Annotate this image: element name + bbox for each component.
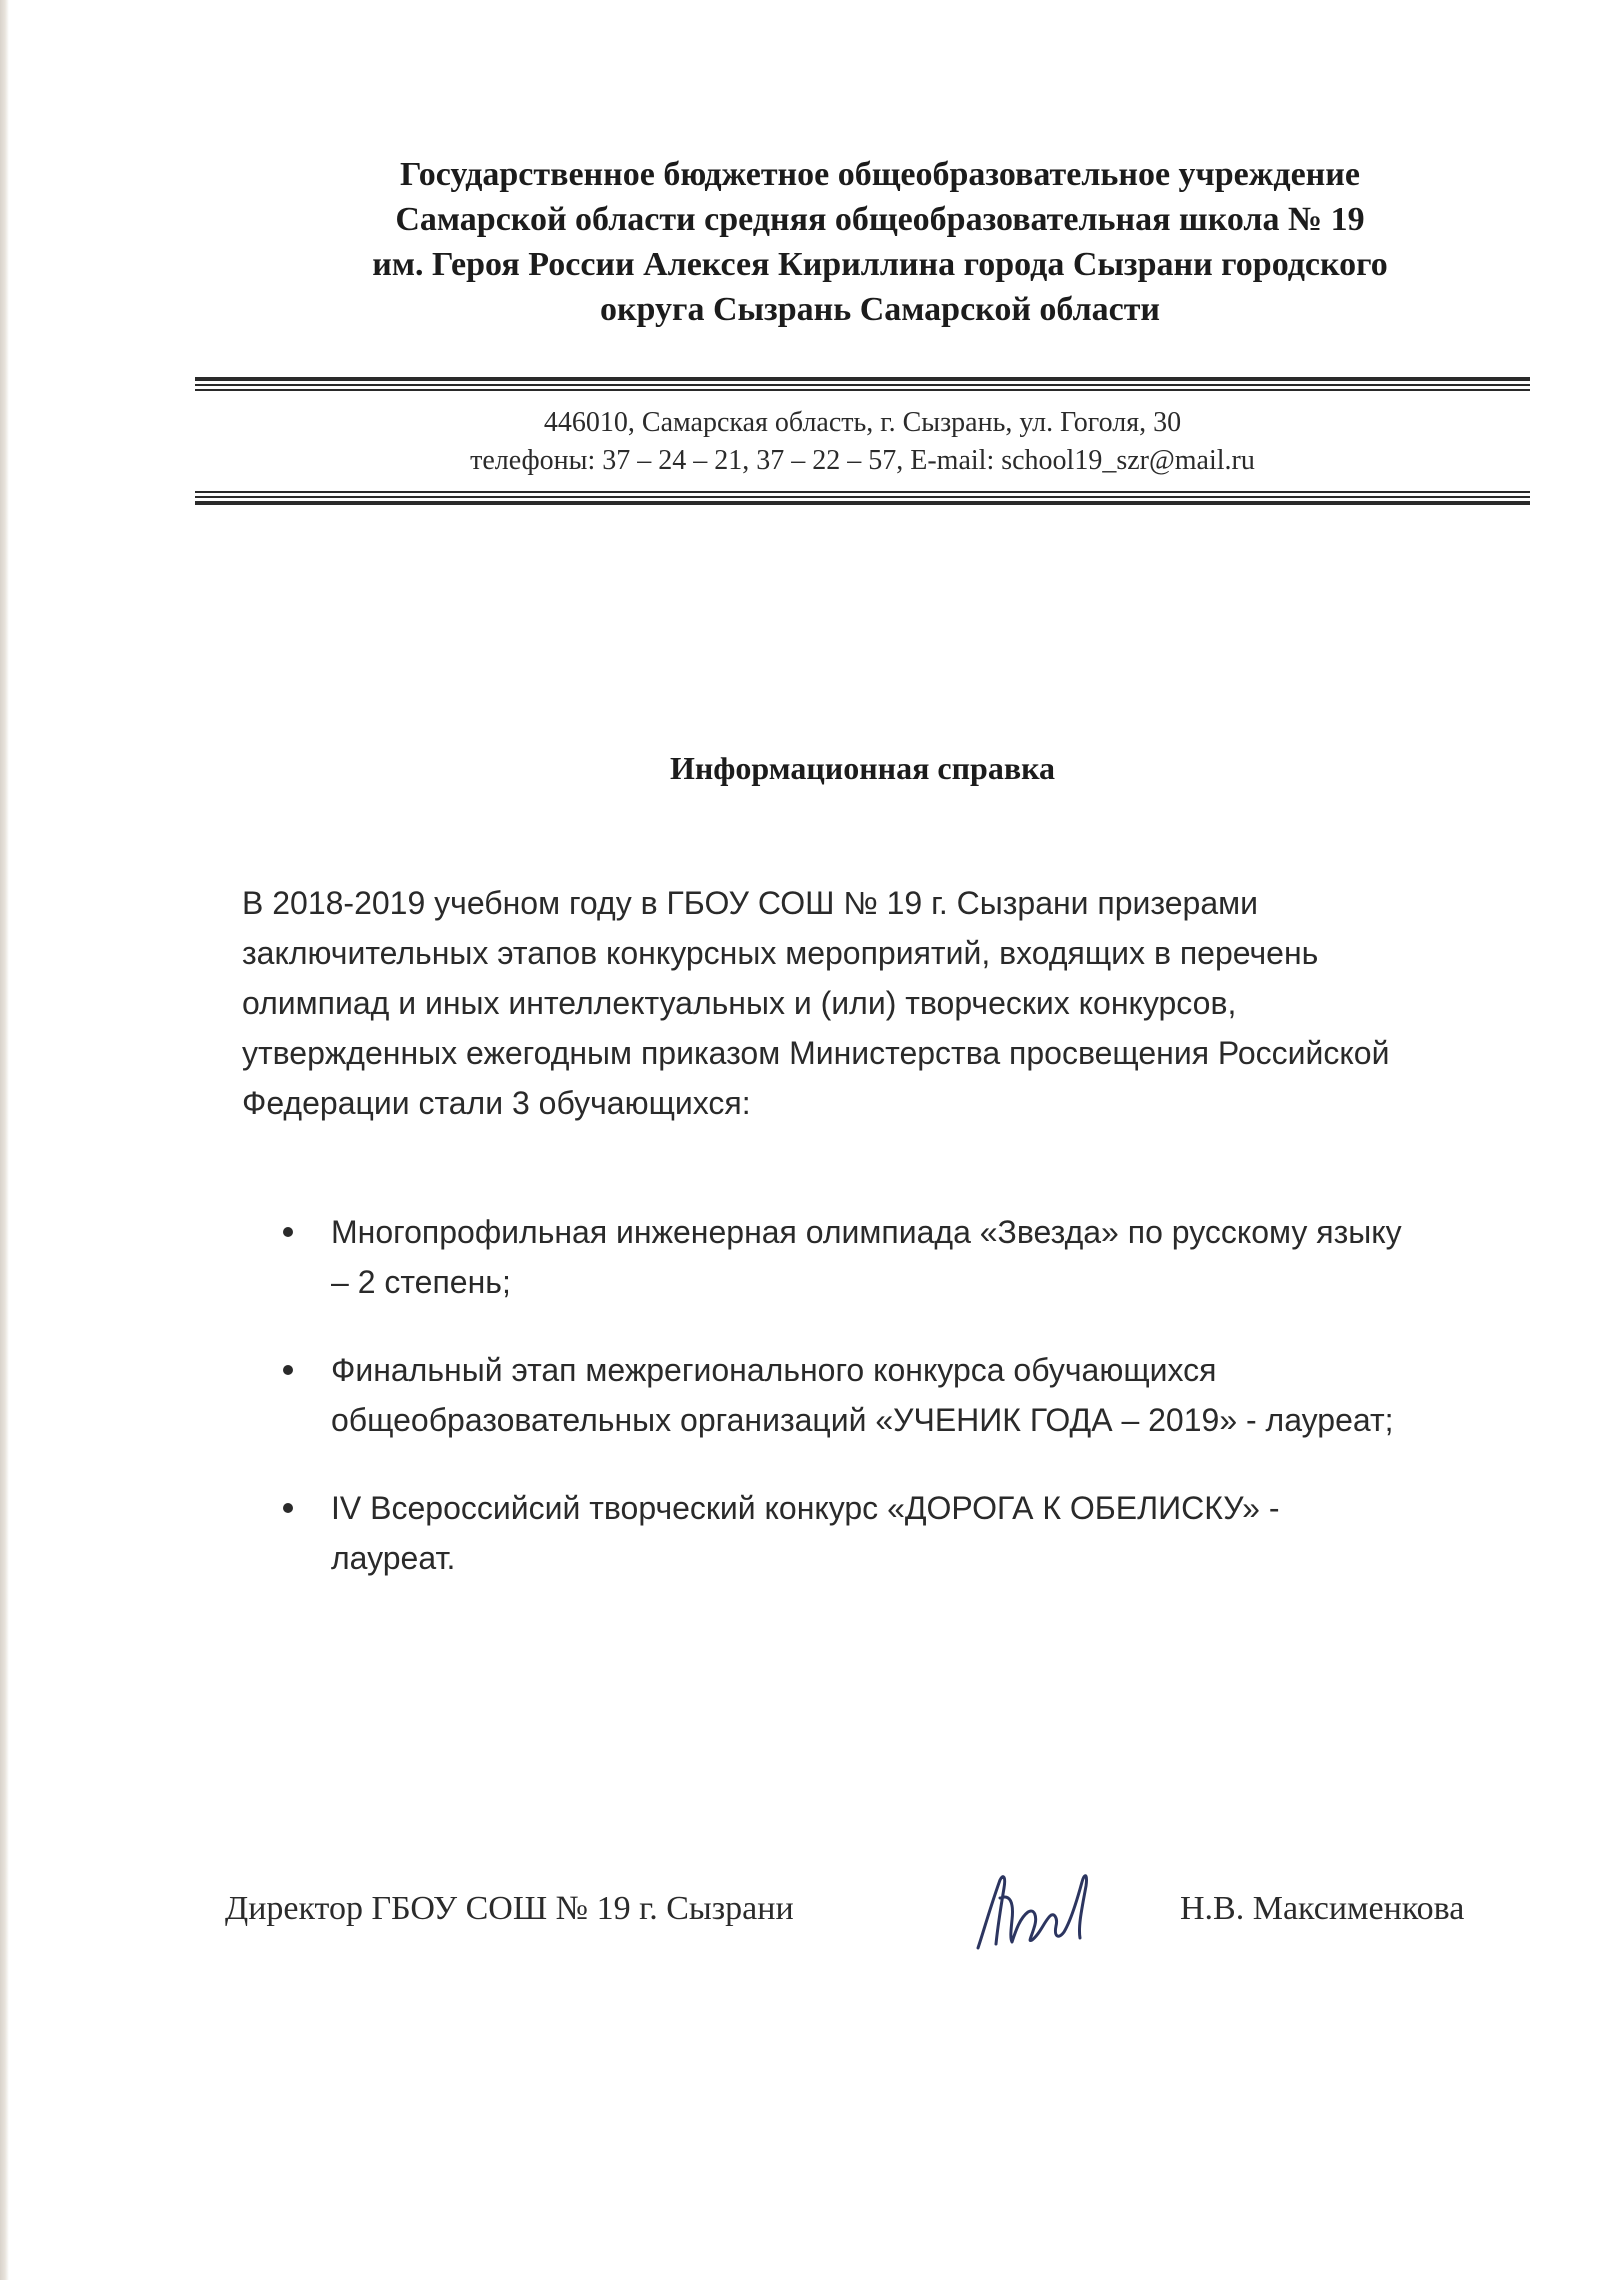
body-line-5: Федерации стали 3 обучающихся: [242,1085,751,1121]
header-divider-bottom [195,491,1530,508]
awards-list [283,1207,1523,1621]
award-item [283,1483,1523,1583]
body-paragraph [242,878,1532,1128]
award-text-line: лауреат. [331,1540,456,1576]
award-item [283,1207,1523,1307]
award-text-line: общеобразовательных организаций «УЧЕНИК ГОДА – 2019» - лауреат; [331,1402,1394,1438]
org-name-line-4: округа Сызрань Самарской области [599,291,1161,328]
bullet-icon [283,1365,293,1375]
award-text-line: – 2 степень; [331,1264,511,1300]
body-line-1: В 2018-2019 учебном году в ГБОУ СОШ № 19 г. Сызрани призерами [242,885,1258,921]
body-line-3: олимпиад и иных интеллектуальных и (или) творческих конкурсов, [242,985,1237,1021]
award-item [283,1345,1523,1445]
signature-block [225,1860,1535,1960]
org-name-line-2: Самарской области средняя общеобразовательная школа № 19 [395,201,1365,238]
bullet-icon [283,1227,293,1237]
signatory-name: Н.В. Максименкова [1180,1890,1465,1927]
org-name-line-1: Государственное бюджетное общеобразовательное учреждение [400,156,1360,193]
scanned-page-edge [0,0,9,2280]
postal-address: 446010, Самарская область, г. Сызрань, ул. Гоголя, 30 [543,407,1182,438]
bullet-icon [283,1503,293,1513]
award-text-line: Финальный этап межрегионального конкурса обучающихся [331,1352,1217,1388]
org-name-line-3: им. Героя России Алексея Кириллина города Сызрани городского [372,246,1388,283]
document-title: Информационная справка [669,750,1056,786]
header-divider-top [195,377,1530,394]
body-line-4: утвержденных ежегодным приказом Министерства просвещения Российской [242,1035,1390,1071]
award-text-line: Многопрофильная инженерная олимпиада «Звезда» по русскому языку [331,1214,1402,1250]
organization-header [200,152,1560,332]
body-line-2: заключительных этапов конкурсных мероприятий, входящих в перечень [242,935,1319,971]
signatory-role: Директор ГБОУ СОШ № 19 г. Сызрани [225,1890,794,1927]
handwritten-signature [970,1860,1105,1955]
award-text-line: IV Всероссийсий творческий конкурс «ДОРОГА К ОБЕЛИСКУ» - [331,1490,1280,1526]
phone-email-line: телефоны: 37 – 24 – 21, 37 – 22 – 57, E-mail: school19_szr@mail.ru [470,445,1255,476]
contact-block [195,404,1530,480]
